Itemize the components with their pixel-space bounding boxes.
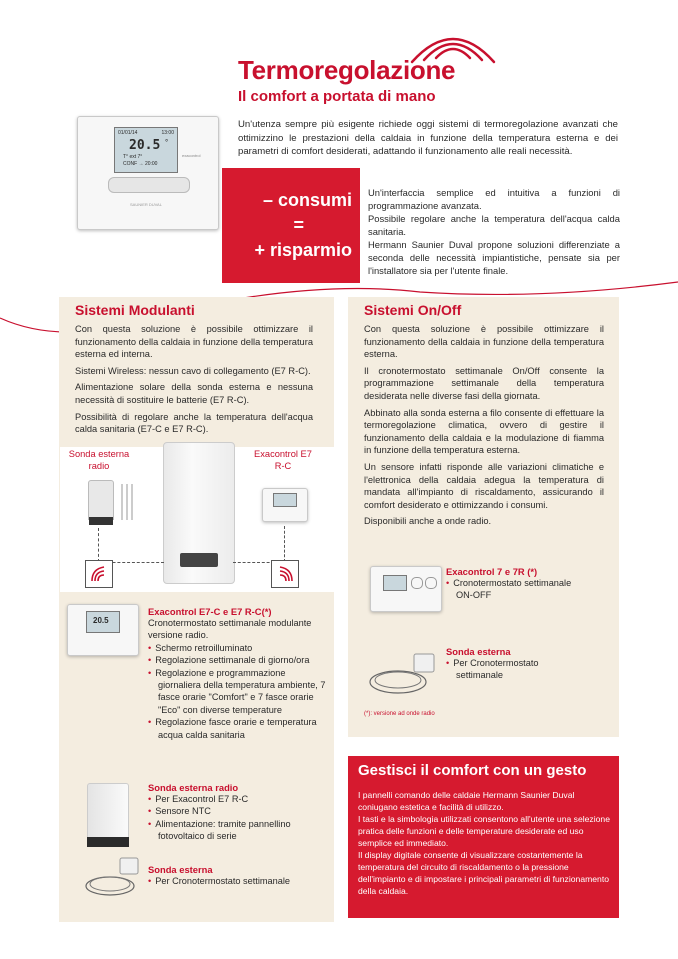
thermostat-image bbox=[77, 116, 219, 230]
thermostat-brand: SAUNIER DUVAL bbox=[130, 202, 162, 207]
exacontrol-e7-info bbox=[148, 606, 328, 741]
sonda-wired-image bbox=[82, 856, 146, 900]
sonda-radio-info bbox=[148, 782, 328, 843]
exacontrol-e7-title: Exacontrol E7-C e E7 R-C(*) bbox=[148, 606, 272, 617]
onoff-para: Con questa soluzione è possibile ottimizzare il funzionamento della caldaia in funzione della temperatura esterna. bbox=[364, 324, 604, 360]
modulanti-para: Possibilità di regolare anche la temperatura dell'acqua calda sanitaria (E7-C e E7 R-C). bbox=[75, 411, 313, 435]
lcd-unit: ° bbox=[165, 138, 169, 147]
sun-rays-icon bbox=[118, 482, 138, 522]
exacontrol-7-title: Exacontrol 7 e 7R (*) bbox=[446, 566, 538, 577]
promo-text-3: Hermann Saunier Duval propone soluzioni differenziate a seconda delle necessità impiantistiche, pensate sia per l'installatore sia per l'utente finale. bbox=[368, 239, 620, 276]
sonda-wired-image bbox=[366, 650, 442, 700]
promo-text-2: Possibile regolare anche la temperatura dell'acqua calda sanitaria. bbox=[368, 213, 620, 237]
list-item: • Cronotermostato settimanale ON-OFF bbox=[446, 577, 586, 602]
modulanti-text bbox=[75, 323, 313, 440]
sonda-title: Sonda esterna bbox=[148, 864, 213, 875]
exacontrol-7-image bbox=[370, 566, 442, 612]
lcd-date: 01/01/14 bbox=[118, 130, 138, 136]
promo-line2: = bbox=[293, 215, 304, 235]
thermostat-lcd bbox=[114, 127, 178, 173]
boiler-image bbox=[163, 442, 235, 584]
lcd-line2: T° ext 7° bbox=[123, 154, 143, 160]
thermostat-model: exacontrol bbox=[182, 153, 201, 158]
sonda-radio-title: Sonda esterna radio bbox=[148, 782, 239, 793]
label-exacontrol: Exacontrol E7 R-C bbox=[254, 449, 312, 471]
onoff-para: Disponibili anche a onde radio. bbox=[364, 516, 492, 527]
exacontrol-e7-image bbox=[67, 604, 139, 656]
connector bbox=[98, 528, 99, 562]
sonda-radio-image bbox=[87, 783, 129, 840]
onoff-title: Sistemi On/Off bbox=[364, 302, 462, 318]
sonda-info bbox=[148, 864, 328, 887]
onoff-para: Abbinato alla sonda esterna a filo consente di effettuare la termoregolazione climatica, ovvero di gestire il funzionamento della caldaia e la modulazione di fiamma in funzione della temperatura esterna. bbox=[364, 407, 604, 456]
list-item: • Per Cronotermostato settimanale bbox=[148, 875, 328, 887]
lcd-temp: 20.5 bbox=[129, 138, 161, 153]
radio-signal-icon bbox=[271, 560, 299, 588]
lcd-line3: CONF → 20:00 bbox=[123, 161, 158, 167]
mini-lcd-temp: 20.5 bbox=[93, 616, 109, 625]
list-item: • Schermo retroilluminato bbox=[148, 642, 328, 654]
modulanti-para: Con questa soluzione è possibile ottimizzare il funzionamento della caldaia in funzione della temperatura esterna ed interna. bbox=[75, 324, 313, 360]
gestisci-para: I pannelli comando delle caldaie Hermann Saunier Duval coniugano estetica e facilità di utilizzo. bbox=[358, 790, 575, 812]
promo-red-box bbox=[222, 168, 360, 283]
list-item: • Per Exacontrol E7 R-C bbox=[148, 793, 328, 805]
onoff-para: Il cronotermostato settimanale On/Off consente la programmazione settimanale della temperatura desiderata nelle diverse fasi della giornata. bbox=[364, 365, 604, 401]
sonda-radio-device bbox=[88, 480, 114, 520]
gestisci-para: I tasti e la simbologia utilizzati consentono all'utente una selezione pratica delle funzioni e delle temperature desiderate ed uso semplice ed immediato. bbox=[358, 814, 610, 848]
list-item: • Regolazione e programmazione giornaliera della temperatura ambiente, 7 fasce orarie "Comfort" e 7 fasce orarie "Eco" con diverse temperature bbox=[148, 667, 328, 717]
list-item: • Regolazione settimanale di giorno/ora bbox=[148, 654, 328, 666]
gestisci-box bbox=[348, 756, 619, 918]
page-subtitle: Il comfort a portata di mano bbox=[238, 88, 436, 105]
connector bbox=[284, 526, 285, 562]
footnote: (*): versione ad onde radio bbox=[364, 711, 435, 717]
radio-signal-icon bbox=[85, 560, 113, 588]
onoff-sonda-title: Sonda esterna bbox=[446, 646, 511, 657]
exacontrol-7-info bbox=[446, 566, 606, 602]
promo-line1: – consumi bbox=[262, 190, 352, 210]
gestisci-para: Il display digitale consente di visualizzare costantemente la temperatura del circuito di riscaldamento o la pressione dell'impianto e di impostare i principali parametri di funzionamento della caldaia. bbox=[358, 850, 609, 896]
intro-text: Un'utenza sempre più esigente richiede oggi sistemi di termoregolazione avanzati che ottimizzino le prestazioni della caldaia in funzione della temperatura esterna e dei parametri di comfort desiderati, adattando il funzionamento alle reali necessità. bbox=[238, 119, 618, 157]
list-item: • Alimentazione: tramite pannellino fotovoltaico di serie bbox=[148, 818, 328, 843]
exacontrol-e7rc-image bbox=[262, 488, 308, 522]
promo-text-1: Un'interfaccia semplice ed intuitiva a funzioni di programmazione avanzata. bbox=[368, 187, 620, 211]
exacontrol-e7-desc: Cronotermostato settimanale modulante versione radio. bbox=[148, 618, 312, 641]
gestisci-title: Gestisci il comfort con un gesto bbox=[358, 762, 587, 779]
list-item: • Regolazione fasce orarie e temperatura acqua calda sanitaria bbox=[148, 716, 328, 741]
list-item: • Sensore NTC bbox=[148, 805, 328, 817]
modulanti-para: Sistemi Wireless: nessun cavo di collegamento (E7 R-C). bbox=[75, 365, 311, 376]
onoff-sonda-info bbox=[446, 646, 606, 682]
gestisci-text bbox=[358, 789, 616, 897]
thermostat-buttons bbox=[108, 177, 190, 193]
list-item: • Per Cronotermostato settimanale bbox=[446, 657, 566, 682]
page-title: Termoregolazione bbox=[238, 55, 456, 85]
onoff-text bbox=[364, 323, 604, 532]
modulanti-title: Sistemi Modulanti bbox=[75, 302, 195, 318]
onoff-para: Un sensore infatti risponde alle variazioni climatiche e l'elettronica della caldaia adegua la temperatura di mandata all'impianto di riscaldamento, assicurando il comfort desiderato e ottimizzando i consumi. bbox=[364, 461, 604, 510]
promo-text bbox=[368, 186, 620, 277]
lcd-time: 13:00 bbox=[161, 130, 174, 136]
promo-line3: + risparmio bbox=[254, 240, 352, 260]
modulanti-para: Alimentazione solare della sonda esterna e nessuna necessità di sostituire le batterie (E7 R-C). bbox=[75, 382, 313, 405]
label-sonda-radio: Sonda esterna radio bbox=[68, 449, 130, 471]
